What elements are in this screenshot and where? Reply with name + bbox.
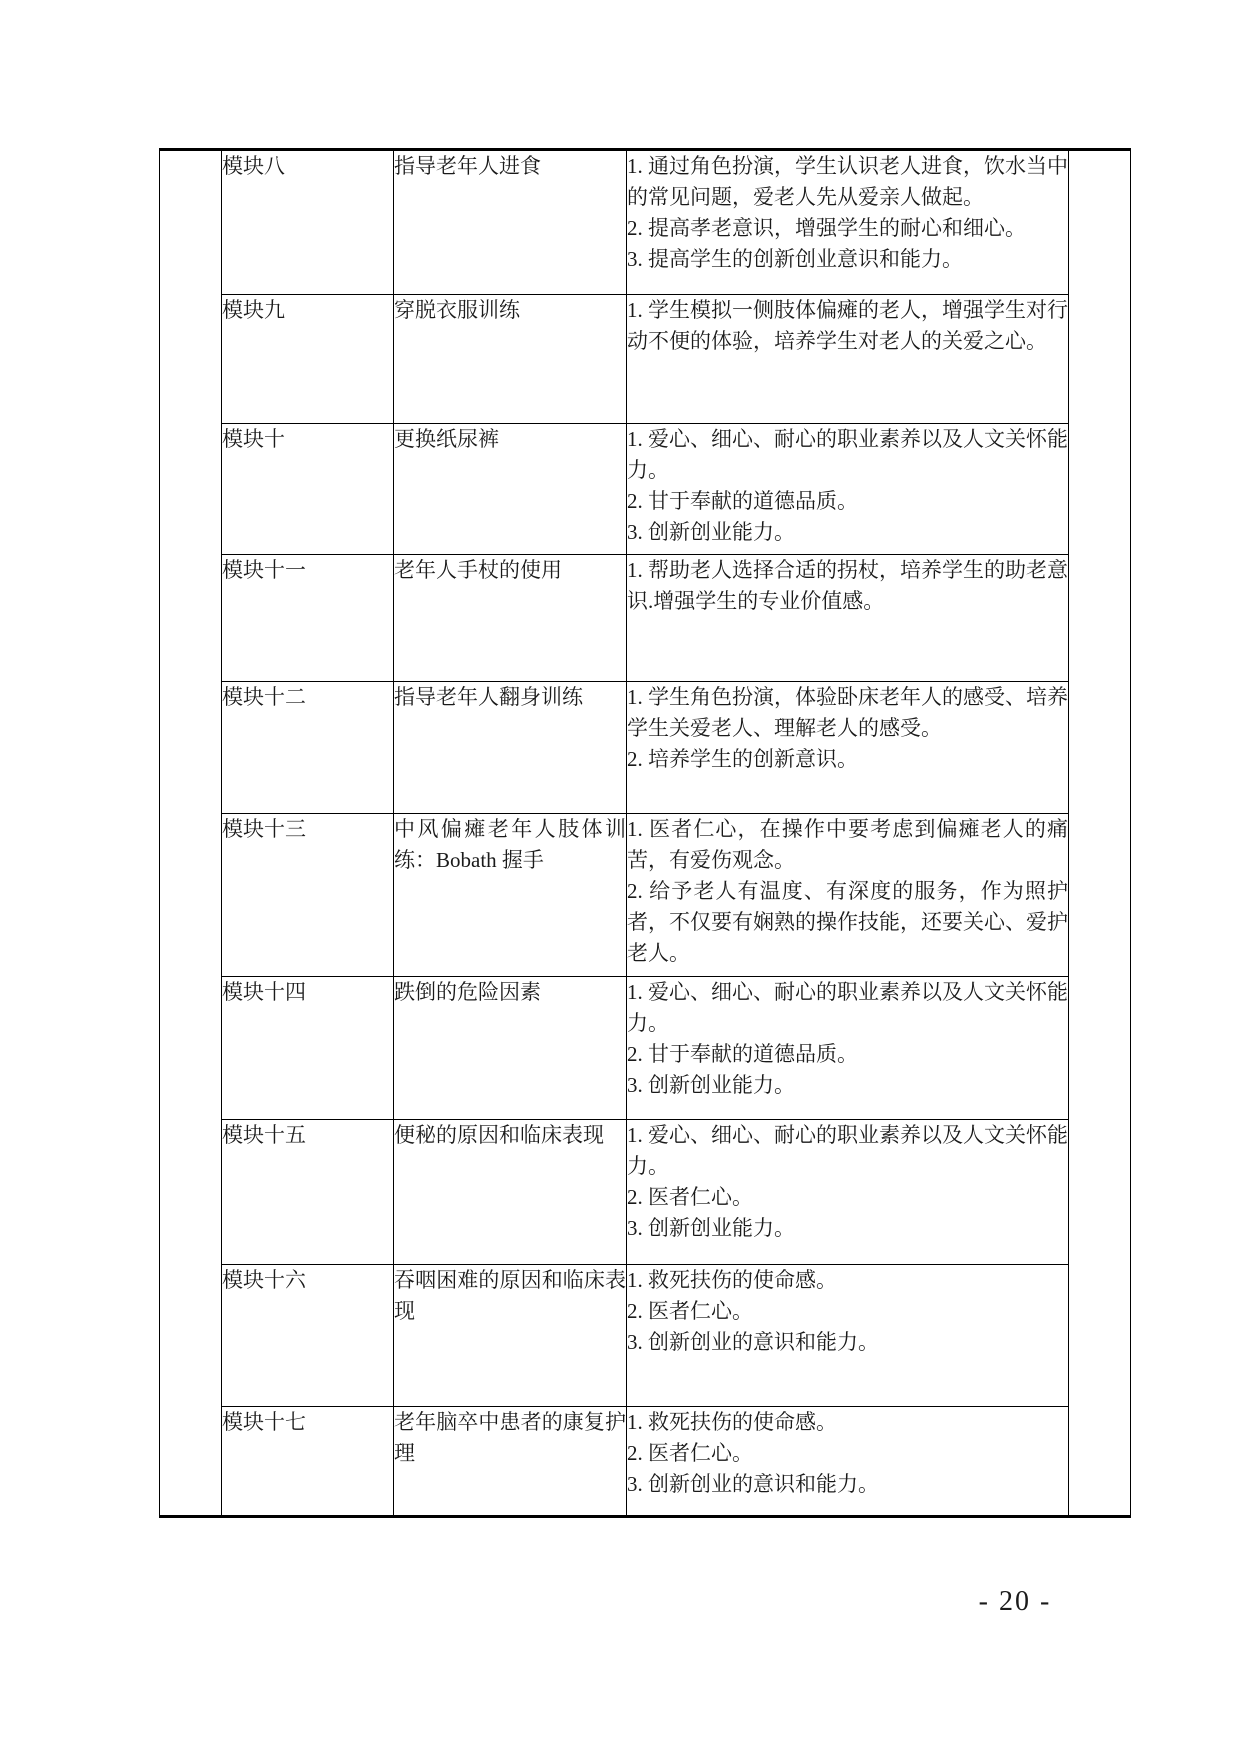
objective-item: 2. 医者仁心。: [627, 1299, 753, 1323]
curriculum-table: [159, 148, 1131, 1518]
module-cell: 模块十二: [222, 682, 394, 814]
module-cell: 模块十七: [222, 1407, 394, 1517]
module-cell: 模块十四: [222, 977, 394, 1120]
topic-cell: 指导老年人翻身训练: [394, 682, 627, 814]
objective-item: 1. 通过角色扮演，学生认识老人进食，饮水当中的常见问题，爱老人先从爱亲人做起。: [627, 154, 1068, 209]
topic-cell: 老年人手杖的使用: [394, 555, 627, 682]
objective-item: 2. 甘于奉献的道德品质。: [627, 489, 858, 513]
topic-cell: 跌倒的危险因素: [394, 977, 627, 1120]
objective-item: 1. 学生角色扮演，体验卧床老年人的感受、培养学生关爱老人、理解老人的感受。: [627, 685, 1068, 740]
topic-cell: 更换纸尿裤: [394, 424, 627, 555]
objective-item: 3. 创新创业能力。: [627, 1073, 795, 1097]
module-cell: 模块九: [222, 295, 394, 424]
topic-cell: 老年脑卒中患者的康复护理: [394, 1407, 627, 1517]
module-cell: 模块十一: [222, 555, 394, 682]
table-row: [160, 424, 1131, 555]
objectives-cell: [627, 1120, 1069, 1265]
module-cell: 模块十三: [222, 814, 394, 977]
objective-item: 2. 医者仁心。: [627, 1441, 753, 1465]
objectives-cell: [627, 555, 1069, 682]
topic-cell: 指导老年人进食: [394, 150, 627, 295]
objective-item: 3. 创新创业的意识和能力。: [627, 1472, 879, 1496]
table-row: [160, 150, 1131, 295]
table-row: [160, 977, 1131, 1120]
curriculum-table-container: [159, 148, 1131, 1518]
page-number: - 20 -: [978, 1586, 1052, 1617]
table-row: [160, 1120, 1131, 1265]
module-cell: 模块十六: [222, 1265, 394, 1407]
objective-item: 3. 创新创业的意识和能力。: [627, 1330, 879, 1354]
objectives-cell: [627, 1407, 1069, 1517]
objectives-cell: [627, 682, 1069, 814]
topic-cell: 穿脱衣服训练: [394, 295, 627, 424]
right-gutter-cell: [1069, 150, 1131, 1517]
objective-item: 2. 培养学生的创新意识。: [627, 747, 858, 771]
objectives-cell: [627, 814, 1069, 977]
objective-item: 2. 提高孝老意识，增强学生的耐心和细心。: [627, 216, 1026, 240]
objective-item: 2. 医者仁心。: [627, 1185, 753, 1209]
objective-item: 1. 爱心、细心、耐心的职业素养以及人文关怀能力。: [627, 427, 1068, 482]
objective-item: 1. 救死扶伤的使命感。: [627, 1410, 837, 1434]
table-row: [160, 682, 1131, 814]
objectives-cell: [627, 1265, 1069, 1407]
objective-item: 1. 爱心、细心、耐心的职业素养以及人文关怀能力。: [627, 1123, 1068, 1178]
objective-item: 3. 创新创业能力。: [627, 1216, 795, 1240]
objectives-cell: [627, 150, 1069, 295]
topic-cell: 中风偏瘫老年人肢体训练：Bobath 握手: [394, 814, 627, 977]
objectives-cell: [627, 424, 1069, 555]
objective-item: 1. 救死扶伤的使命感。: [627, 1268, 837, 1292]
objective-item: 3. 创新创业能力。: [627, 520, 795, 544]
objectives-cell: [627, 295, 1069, 424]
left-gutter-cell: [160, 150, 222, 1517]
module-cell: 模块八: [222, 150, 394, 295]
module-cell: 模块十五: [222, 1120, 394, 1265]
objective-item: 3. 提高学生的创新创业意识和能力。: [627, 247, 963, 271]
table-row: [160, 1407, 1131, 1517]
objective-item: 1. 医者仁心，在操作中要考虑到偏瘫老人的痛苦，有爱伤观念。: [627, 817, 1068, 872]
objective-item: 2. 给予老人有温度、有深度的服务，作为照护者，不仅要有娴熟的操作技能，还要关心、爱护老人。: [627, 879, 1068, 965]
objective-item: 2. 甘于奉献的道德品质。: [627, 1042, 858, 1066]
topic-cell: 便秘的原因和临床表现: [394, 1120, 627, 1265]
module-cell: 模块十: [222, 424, 394, 555]
table-row: [160, 814, 1131, 977]
objective-item: 1. 学生模拟一侧肢体偏瘫的老人，增强学生对行动不便的体验，培养学生对老人的关爱之心。: [627, 298, 1068, 353]
objectives-cell: [627, 977, 1069, 1120]
objective-item: 1. 爱心、细心、耐心的职业素养以及人文关怀能力。: [627, 980, 1068, 1035]
curriculum-table-body: [160, 150, 1131, 1517]
table-row: [160, 555, 1131, 682]
topic-cell: 吞咽困难的原因和临床表现: [394, 1265, 627, 1407]
objective-item: 1. 帮助老人选择合适的拐杖，培养学生的助老意识.增强学生的专业价值感。: [627, 558, 1068, 613]
table-row: [160, 1265, 1131, 1407]
table-row: [160, 295, 1131, 424]
